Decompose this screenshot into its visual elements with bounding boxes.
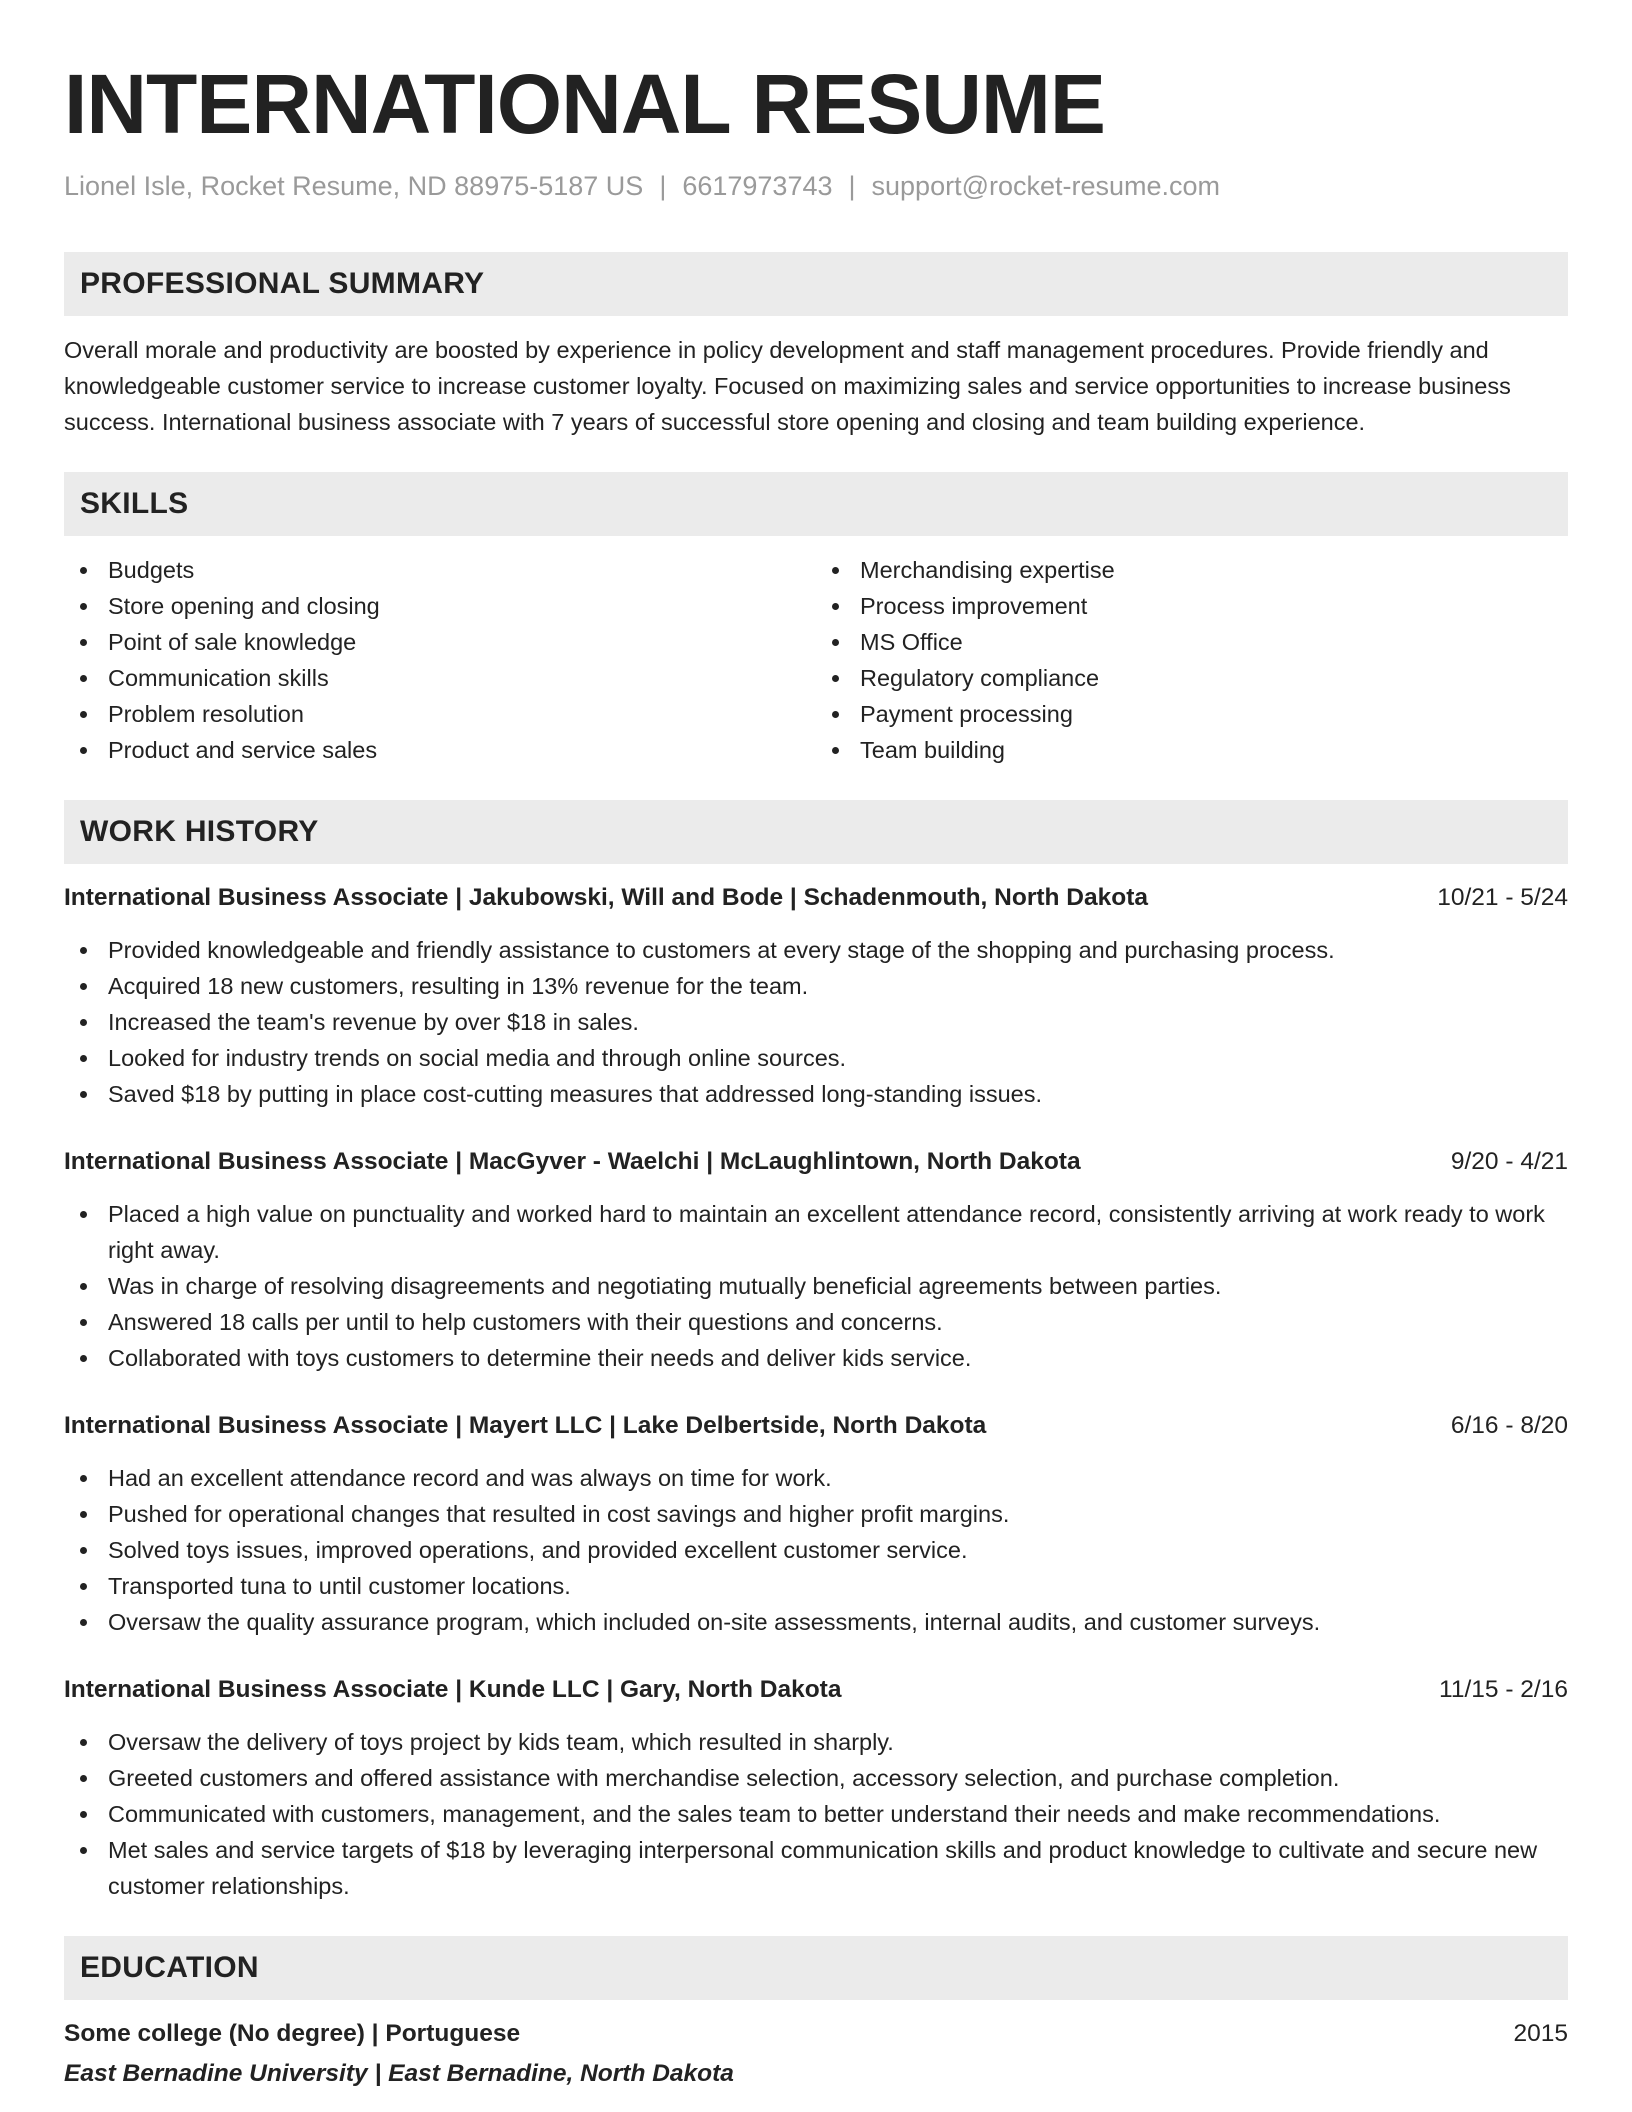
skills-column-right: [816, 552, 1568, 768]
skill-item: Payment processing: [816, 696, 1568, 732]
resume-title: INTERNATIONAL RESUME: [64, 57, 1105, 151]
job-bullet: Had an excellent attendance record and was always on time for work.: [64, 1460, 1568, 1496]
skill-item: Product and service sales: [64, 732, 816, 768]
education-degree: Some college (No degree) | Portuguese: [64, 2020, 521, 2047]
job-bullet: Communicated with customers, management, and the sales team to better understand their needs and make recommendations.: [64, 1796, 1568, 1832]
job-bullet: Greeted customers and offered assistance with merchandise selection, accessory selection, and purchase completion.: [64, 1760, 1568, 1796]
skills-list: [64, 552, 1568, 768]
job-dates: 9/20 - 4/21: [1450, 1148, 1568, 1175]
skill-item: Store opening and closing: [64, 588, 816, 624]
skill-item: Team building: [816, 732, 1568, 768]
job-title: International Business Associate | Kunde LLC | Gary, North Dakota: [64, 1676, 842, 1703]
job-header: [64, 1672, 1568, 1708]
job-bullet: Was in charge of resolving disagreements and negotiating mutually beneficial agreements between parties.: [64, 1268, 1568, 1304]
skill-item: Point of sale knowledge: [64, 624, 816, 660]
section-header-summary: PROFESSIONAL SUMMARY: [64, 252, 1568, 316]
job-title: International Business Associate | MacGyver - Waelchi | McLaughlintown, North Dakota: [64, 1148, 1081, 1175]
job-bullet: Solved toys issues, improved operations, and provided excellent customer service.: [64, 1532, 1568, 1568]
job-bullet: Answered 18 calls per until to help customers with their questions and concerns.: [64, 1304, 1568, 1340]
job-entry: [64, 1672, 1568, 1904]
job-bullet: Acquired 18 new customers, resulting in 13% revenue for the team.: [64, 968, 1568, 1004]
job-bullet: Transported tuna to until customer locations.: [64, 1568, 1568, 1604]
job-bullet: Saved $18 by putting in place cost-cutting measures that addressed long-standing issues.: [64, 1076, 1568, 1112]
job-bullet: Provided knowledgeable and friendly assistance to customers at every stage of the shopping and purchasing process.: [64, 932, 1568, 968]
contact-phone: 6617973743: [682, 171, 833, 201]
education-header: [64, 2016, 1568, 2052]
job-title: International Business Associate | Jakubowski, Will and Bode | Schadenmouth, North Dakota: [64, 884, 1148, 911]
contact-email: support@rocket-resume.com: [871, 171, 1221, 201]
skill-item: Budgets: [64, 552, 816, 588]
contact-separator: |: [659, 171, 667, 201]
contact-line: [64, 168, 1568, 204]
job-dates: 6/16 - 8/20: [1450, 1412, 1568, 1439]
job-bullet: Pushed for operational changes that resulted in cost savings and higher profit margins.: [64, 1496, 1568, 1532]
skill-item: Merchandising expertise: [816, 552, 1568, 588]
job-bullet: Placed a high value on punctuality and worked hard to maintain an excellent attendance record, consistently arriving at work ready to work right away.: [64, 1196, 1568, 1268]
job-entry: [64, 880, 1568, 1112]
section-header-education: EDUCATION: [64, 1936, 1568, 2000]
job-header: [64, 1144, 1568, 1180]
job-bullet: Oversaw the delivery of toys project by kids team, which resulted in sharply.: [64, 1724, 1568, 1760]
education-entry: [64, 2016, 1568, 2092]
job-entry: [64, 1144, 1568, 1376]
section-header-work-history: WORK HISTORY: [64, 800, 1568, 864]
skill-item: Problem resolution: [64, 696, 816, 732]
skill-item: MS Office: [816, 624, 1568, 660]
job-bullets: [64, 1196, 1568, 1376]
job-dates: 11/15 - 2/16: [1439, 1676, 1568, 1703]
job-bullets: [64, 1724, 1568, 1904]
job-bullet: Looked for industry trends on social media and through online sources.: [64, 1040, 1568, 1076]
job-header: [64, 1408, 1568, 1444]
skill-item: Process improvement: [816, 588, 1568, 624]
section-header-skills: SKILLS: [64, 472, 1568, 536]
contact-separator: |: [848, 171, 856, 201]
contact-address: Lionel Isle, Rocket Resume, ND 88975-5187 US: [64, 171, 644, 201]
job-entry: [64, 1408, 1568, 1640]
job-bullet: Collaborated with toys customers to determine their needs and deliver kids service.: [64, 1340, 1568, 1376]
job-title: International Business Associate | Mayert LLC | Lake Delbertside, North Dakota: [64, 1412, 987, 1439]
summary-text: Overall morale and productivity are boosted by experience in policy development and staff management procedures. Provide friendly and knowledgeable customer service to increase customer loyalty. Focused on maximizing sales and service opportunities to increase business success. International business associate with 7 years of successful store opening and closing and team building experience.: [64, 337, 1511, 435]
job-bullets: [64, 932, 1568, 1112]
job-header: [64, 880, 1568, 916]
job-bullets: [64, 1460, 1568, 1640]
job-dates: 10/21 - 5/24: [1437, 884, 1568, 911]
skill-item: Communication skills: [64, 660, 816, 696]
skills-column-left: [64, 552, 816, 768]
job-bullet: Increased the team's revenue by over $18 in sales.: [64, 1004, 1568, 1040]
skill-item: Regulatory compliance: [816, 660, 1568, 696]
education-year: 2015: [1513, 2020, 1568, 2047]
education-school: East Bernadine University | East Bernadine, North Dakota: [64, 2060, 734, 2087]
job-bullet: Met sales and service targets of $18 by leveraging interpersonal communication skills and product knowledge to cultivate and secure new customer relationships.: [64, 1832, 1568, 1904]
job-bullet: Oversaw the quality assurance program, which included on-site assessments, internal audits, and customer surveys.: [64, 1604, 1568, 1640]
